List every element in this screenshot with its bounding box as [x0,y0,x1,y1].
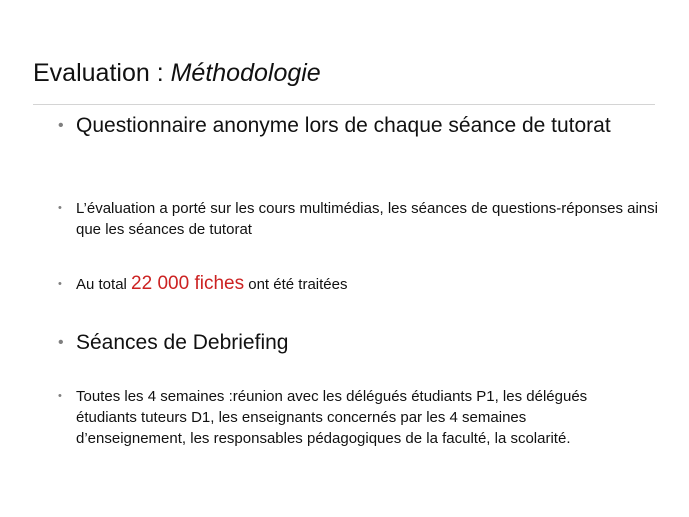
bullet-text: Toutes les 4 semaines :réunion avec les délégués étudiants P1, les délégués étudiants tuteurs D1, les enseignants concernés par les 4 semaines d’enseignement, les responsables pédagogiques de la faculté, la scolarité. [76,388,588,447]
bullet-dot-icon: • [58,334,64,351]
bullet-dot-icon: • [58,202,62,214]
slide-title [33,58,321,88]
title-prefix: Evaluation : [33,59,171,87]
bullet-item [58,329,658,356]
bullet-item [58,198,658,240]
bullet-text [76,272,658,297]
bullet-text: Séances de Debriefing [76,331,289,354]
bullet-text-before: Au total [76,276,132,293]
bullet-text: Questionnaire anonyme lors de chaque séance de tutorat [76,114,611,137]
highlight-count: 22 000 fiches [131,273,245,294]
bullet-item [58,272,658,297]
bullet-item [58,386,638,449]
bullet-dot-icon: • [58,390,62,402]
bullet-dot-icon: • [58,117,64,134]
bullet-dot-icon: • [58,278,62,290]
bullet-text: L’évaluation a porté sur les cours multimédias, les séances de questions-réponses ainsi que les séances de tutorat [76,200,658,238]
bullet-text-after: ont été traitées [244,276,348,293]
bullet-item [58,112,618,139]
title-divider [33,104,655,105]
title-emphasis: Méthodologie [170,59,321,87]
